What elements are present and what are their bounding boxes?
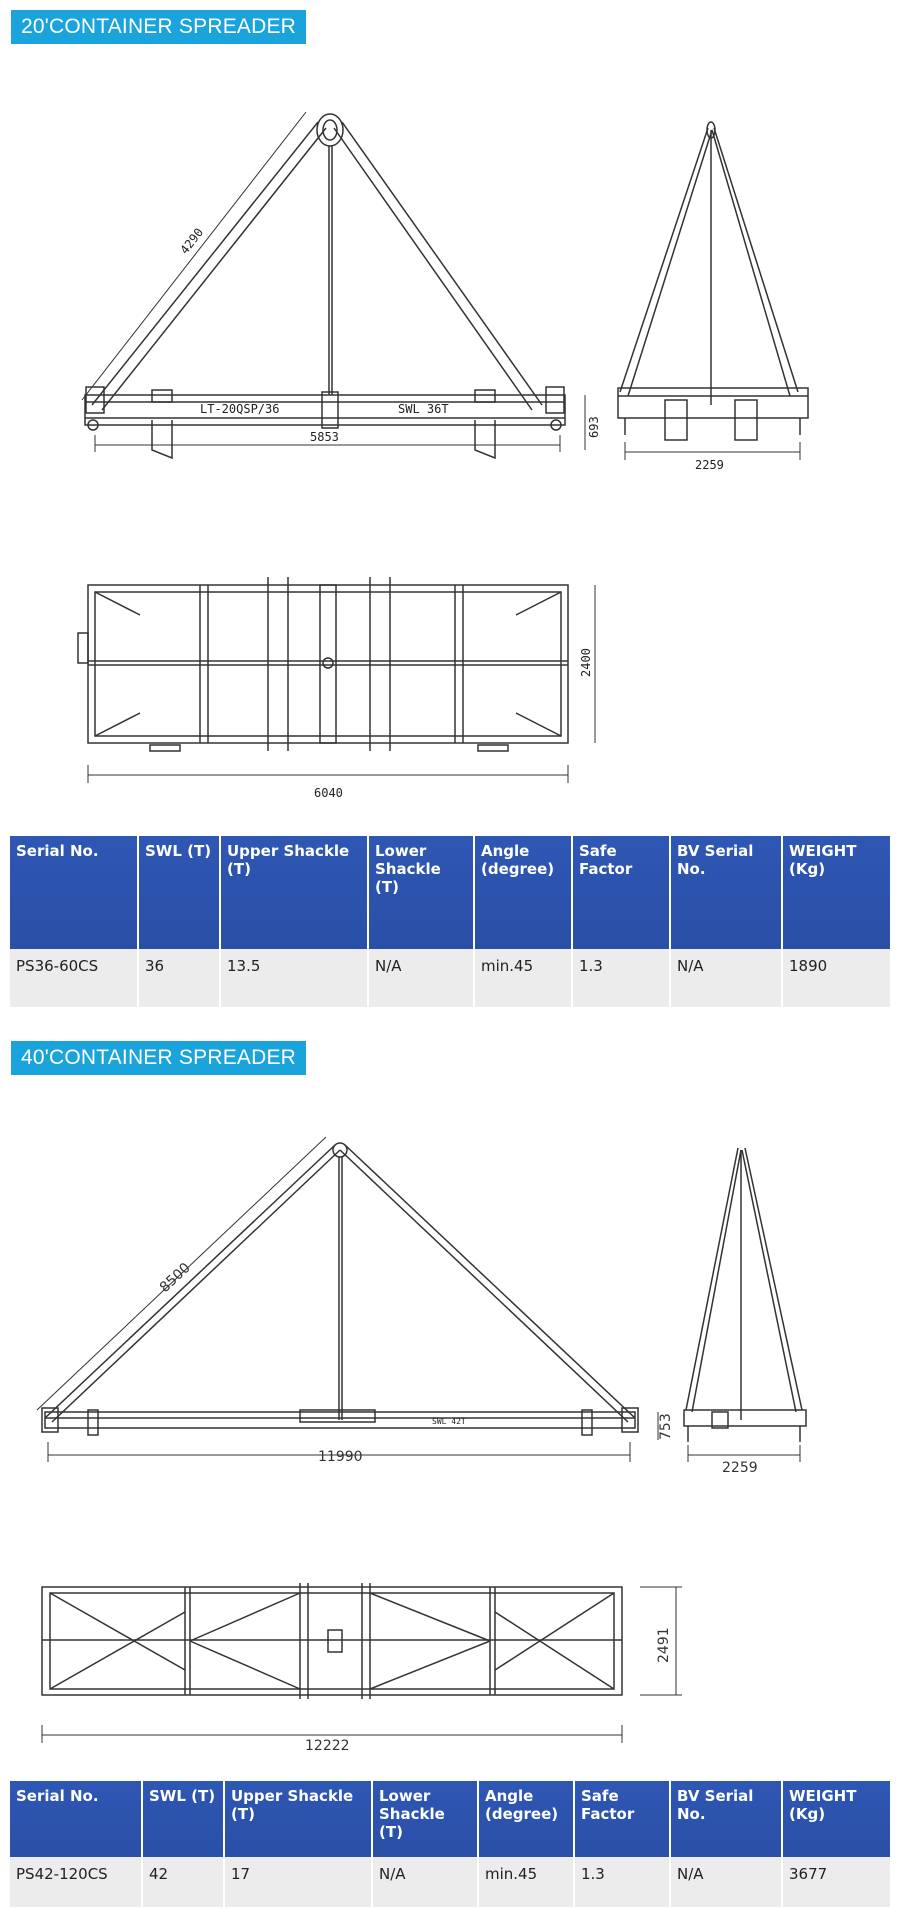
col-header-angle: Angle (degree) <box>478 1781 574 1857</box>
label-40ft-swl: SWL 42T <box>432 1417 466 1426</box>
dim-20ft-frame-height: 693 <box>587 416 601 438</box>
col-header-lower-shackle: Lower Shackle (T) <box>368 836 474 949</box>
cell-bv-serial: N/A <box>670 1857 782 1907</box>
cell-swl: 36 <box>138 949 220 1007</box>
col-header-weight: WEIGHT (Kg) <box>782 1781 890 1857</box>
spec-table-40ft <box>10 1781 890 1907</box>
col-header-serial: Serial No. <box>10 1781 142 1857</box>
section-title-20ft: 20'CONTAINER SPREADER <box>11 10 306 44</box>
cell-swl: 42 <box>142 1857 224 1907</box>
col-header-upper-shackle: Upper Shackle (T) <box>220 836 368 949</box>
col-header-swl: SWL (T) <box>138 836 220 949</box>
dim-40ft-sling-length: 8500 <box>156 1259 194 1296</box>
cell-serial: PS42-120CS <box>10 1857 142 1907</box>
cell-weight: 3677 <box>782 1857 890 1907</box>
drawing-40ft-plan <box>0 1575 900 1760</box>
dim-20ft-plan-length: 6040 <box>314 786 343 800</box>
col-header-bv-serial: BV Serial No. <box>670 836 782 949</box>
drawing-40ft-front-side <box>0 1130 900 1490</box>
cell-angle: min.45 <box>478 1857 574 1907</box>
col-header-angle: Angle (degree) <box>474 836 572 949</box>
table-row <box>10 1857 890 1907</box>
dim-40ft-side-width: 2259 <box>722 1460 758 1476</box>
cell-upper-shackle: 17 <box>224 1857 372 1907</box>
cell-lower-shackle: N/A <box>368 949 474 1007</box>
dim-20ft-front-length: 5853 <box>310 430 339 444</box>
spec-table-20ft <box>10 836 890 1007</box>
cell-bv-serial: N/A <box>670 949 782 1007</box>
col-header-safe-factor: Safe Factor <box>572 836 670 949</box>
dim-20ft-side-width: 2259 <box>695 458 724 472</box>
dim-40ft-frame-height: 753 <box>658 1413 674 1440</box>
drawing-20ft-plan <box>0 575 900 815</box>
col-header-bv-serial: BV Serial No. <box>670 1781 782 1857</box>
cell-lower-shackle: N/A <box>372 1857 478 1907</box>
cell-weight: 1890 <box>782 949 890 1007</box>
dim-20ft-plan-width: 2400 <box>579 648 593 677</box>
label-20ft-model: LT-20QSP/36 <box>200 402 280 416</box>
col-header-weight: WEIGHT (Kg) <box>782 836 890 949</box>
col-header-safe-factor: Safe Factor <box>574 1781 670 1857</box>
cell-safe-factor: 1.3 <box>574 1857 670 1907</box>
col-header-lower-shackle: Lower Shackle (T) <box>372 1781 478 1857</box>
dim-40ft-plan-width: 2491 <box>656 1627 672 1663</box>
cell-upper-shackle: 13.5 <box>220 949 368 1007</box>
drawing-20ft-front-side <box>0 100 900 480</box>
col-header-upper-shackle: Upper Shackle (T) <box>224 1781 372 1857</box>
col-header-swl: SWL (T) <box>142 1781 224 1857</box>
col-header-serial: Serial No. <box>10 836 138 949</box>
table-row <box>10 949 890 1007</box>
cell-safe-factor: 1.3 <box>572 949 670 1007</box>
dim-40ft-front-length: 11990 <box>318 1449 363 1465</box>
cell-angle: min.45 <box>474 949 572 1007</box>
label-20ft-swl: SWL 36T <box>398 402 449 416</box>
dim-40ft-plan-length: 12222 <box>305 1738 350 1754</box>
section-title-40ft: 40'CONTAINER SPREADER <box>11 1041 306 1075</box>
cell-serial: PS36-60CS <box>10 949 138 1007</box>
dim-20ft-sling-length: 4290 <box>177 225 207 257</box>
